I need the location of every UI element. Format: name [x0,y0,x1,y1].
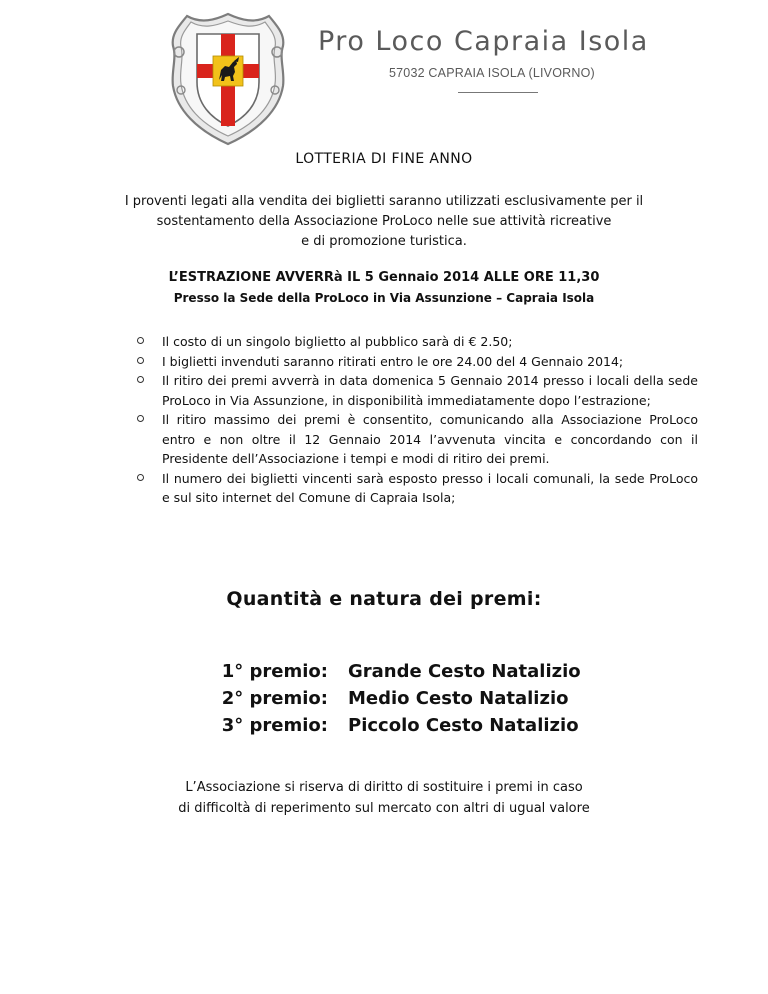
prizes-heading: Quantità e natura dei premi: [226,588,542,610]
organization-address: 57032 CAPRAIA ISOLA (LIVORNO) [389,66,595,80]
draw-location-line: Presso la Sede della ProLoco in Via Assunzione – Capraia Isola [173,291,595,305]
intro-line: sostentamento della Associazione ProLoco nelle sue attività ricreative [156,214,612,229]
prize-rank: 1° premio: [221,661,328,682]
document-title: LOTTERIA DI FINE ANNO [295,151,473,167]
draw-announcement [0,268,768,308]
prize-list [198,658,618,739]
intro-line: e di promozione turistica. [301,234,467,249]
coat-of-arms-logo [167,12,289,146]
prize-row [198,658,618,685]
disclaimer [0,777,768,819]
bullet-icon [137,415,144,422]
intro-line: I proventi legati alla vendita dei biglietti saranno utilizzati esclusivamente per il [124,194,644,209]
bullet-icon [137,357,144,364]
list-item [136,332,698,352]
rule-text: Il costo di un singolo biglietto al pubblico sarà di € 2.50; [162,334,513,349]
disclaimer-line: L’Associazione si riserva di diritto di sostituire i premi in caso [185,780,583,795]
list-item [136,352,698,372]
prize-row [198,712,618,739]
list-item [136,469,698,508]
rule-text: Il ritiro dei premi avverrà in data domenica 5 Gennaio 2014 presso i locali della sede ProLoco in Via Assunzione, in disponibilità immediatamente dopo l’estrazione; [162,373,698,408]
prize-rank: 2° premio: [221,688,328,709]
letterhead-divider [458,92,538,93]
prize-row [198,685,618,712]
bullet-icon [137,376,144,383]
prize-description: Piccolo Cesto Natalizio [348,715,579,736]
rules-list [136,332,698,508]
prize-description: Grande Cesto Natalizio [348,661,581,682]
disclaimer-line: di difficoltà di reperimento sul mercato con altri di ugual valore [178,801,590,816]
rule-text: I biglietti invenduti saranno ritirati entro le ore 24.00 del 4 Gennaio 2014; [162,353,624,369]
bullet-icon [137,337,144,344]
bullet-icon [137,474,144,481]
draw-date-line: L’ESTRAZIONE AVVERRà IL 5 Gennaio 2014 ALLE ORE 11,30 [168,270,600,285]
prize-description: Medio Cesto Natalizio [348,688,569,709]
rule-text: Il ritiro massimo dei premi è consentito, comunicando alla Associazione ProLoco entro e non oltre il 12 Gennaio 2014 l’avvenuta vincita e concordando con il Presidente dell’Associazione i tempi e modi di ritiro dei premi. [162,412,698,466]
organization-name: Pro Loco Capraia Isola [318,26,649,57]
list-item [136,410,698,469]
prize-rank: 3° premio: [221,715,328,736]
rule-text: Il numero dei biglietti vincenti sarà esposto presso i locali comunali, la sede ProLoco e sul sito internet del Comune di Capraia Isola; [162,470,698,505]
list-item [136,371,698,410]
intro-paragraph [90,192,678,252]
